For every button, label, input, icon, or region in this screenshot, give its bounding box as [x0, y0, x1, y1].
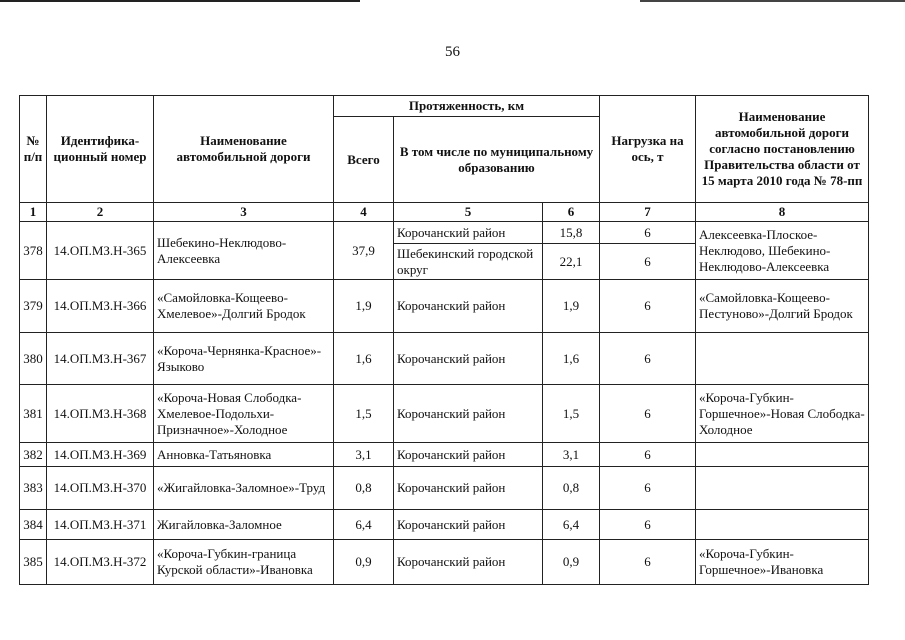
page-number: 56 [445, 44, 460, 60]
row-axle-load: 6 [600, 280, 696, 333]
row-num: 382 [20, 443, 47, 467]
row-road-name: Анновка-Татьяновка [154, 443, 334, 467]
row-decree-name [696, 443, 869, 467]
table-row [20, 333, 869, 385]
row-num: 383 [20, 467, 47, 510]
header-decree-name: Наименование автомобильной дороги согласно постановлению Правительства области от 15 марта 2010 года № 78-пп [696, 96, 869, 203]
table-row [20, 467, 869, 510]
row-num: 379 [20, 280, 47, 333]
row-road-name: «Самойловка-Кощеево-Хмелевое»-Долгий Бродок [154, 280, 334, 333]
table-row [20, 222, 869, 244]
row-axle-load: 6 [600, 510, 696, 540]
row-district-km: 1,5 [543, 385, 600, 443]
row-num: 384 [20, 510, 47, 540]
row-id: 14.ОП.МЗ.Н-366 [47, 280, 154, 333]
row-axle-load: 6 [600, 222, 696, 244]
row-total-km: 1,6 [334, 333, 394, 385]
table-row [20, 385, 869, 443]
table-row [20, 510, 869, 540]
row-road-name: Шебекино-Неклюдово-Алексеевка [154, 222, 334, 280]
header-total: Всего [334, 117, 394, 203]
column-number: 2 [47, 203, 154, 222]
row-id: 14.ОП.МЗ.Н-372 [47, 540, 154, 585]
row-district-km: 0,9 [543, 540, 600, 585]
column-number: 3 [154, 203, 334, 222]
column-number: 1 [20, 203, 47, 222]
row-district-km: 1,9 [543, 280, 600, 333]
row-decree-name: Алексеевка-Плоское-Неклюдово, Шебекино-Неклюдово-Алексеевка [696, 222, 869, 280]
row-road-name: «Жигайловка-Заломное»-Труд [154, 467, 334, 510]
column-number: 4 [334, 203, 394, 222]
row-num: 380 [20, 333, 47, 385]
row-decree-name: «Короча-Губкин-Горшечное»-Новая Слободка-Холодное [696, 385, 869, 443]
top-border-line-right [640, 0, 905, 2]
row-decree-name [696, 333, 869, 385]
row-district-km: 22,1 [543, 244, 600, 280]
table-row [20, 540, 869, 585]
row-axle-load: 6 [600, 333, 696, 385]
column-number: 7 [600, 203, 696, 222]
row-total-km: 37,9 [334, 222, 394, 280]
row-num: 385 [20, 540, 47, 585]
row-axle-load: 6 [600, 540, 696, 585]
column-number: 5 [394, 203, 543, 222]
row-total-km: 1,5 [334, 385, 394, 443]
row-id: 14.ОП.МЗ.Н-369 [47, 443, 154, 467]
row-axle-load: 6 [600, 467, 696, 510]
row-id: 14.ОП.МЗ.Н-371 [47, 510, 154, 540]
row-id: 14.ОП.МЗ.Н-367 [47, 333, 154, 385]
row-num: 378 [20, 222, 47, 280]
row-district: Корочанский район [394, 467, 543, 510]
row-decree-name [696, 510, 869, 540]
row-district: Корочанский район [394, 385, 543, 443]
row-axle-load: 6 [600, 385, 696, 443]
row-district: Корочанский район [394, 280, 543, 333]
row-id: 14.ОП.МЗ.Н-365 [47, 222, 154, 280]
header-length-group: Протяженность, км [334, 96, 600, 117]
row-num: 381 [20, 385, 47, 443]
row-road-name: Жигайловка-Заломное [154, 510, 334, 540]
header-municipal: В том числе по муниципальному образованию [394, 117, 600, 203]
row-district-km: 15,8 [543, 222, 600, 244]
header-id: Идентифика-ционный номер [47, 96, 154, 203]
roads-table [19, 95, 869, 585]
row-decree-name: «Самойловка-Кощеево-Пестуново»-Долгий Бродок [696, 280, 869, 333]
row-total-km: 0,8 [334, 467, 394, 510]
row-axle-load: 6 [600, 443, 696, 467]
row-district: Корочанский район [394, 222, 543, 244]
table-row [20, 443, 869, 467]
row-district: Корочанский район [394, 333, 543, 385]
row-id: 14.ОП.МЗ.Н-370 [47, 467, 154, 510]
row-total-km: 0,9 [334, 540, 394, 585]
row-road-name: «Короча-Чернянка-Красное»-Языково [154, 333, 334, 385]
row-district: Шебекинский городской округ [394, 244, 543, 280]
row-total-km: 6,4 [334, 510, 394, 540]
row-total-km: 1,9 [334, 280, 394, 333]
top-border-line [0, 0, 360, 2]
table-row [20, 280, 869, 333]
header-name: Наименование автомобильной дороги [154, 96, 334, 203]
row-district: Корочанский район [394, 443, 543, 467]
row-total-km: 3,1 [334, 443, 394, 467]
column-number-row [20, 203, 869, 222]
row-road-name: «Короча-Губкин-граница Курской области»-Ивановка [154, 540, 334, 585]
header-num: № п/п [20, 96, 47, 203]
row-district-km: 6,4 [543, 510, 600, 540]
column-number: 8 [696, 203, 869, 222]
row-axle-load: 6 [600, 244, 696, 280]
row-district-km: 0,8 [543, 467, 600, 510]
row-district: Корочанский район [394, 510, 543, 540]
row-district: Корочанский район [394, 540, 543, 585]
row-district-km: 1,6 [543, 333, 600, 385]
row-decree-name [696, 467, 869, 510]
row-id: 14.ОП.МЗ.Н-368 [47, 385, 154, 443]
header-load: Нагрузка на ось, т [600, 96, 696, 203]
row-district-km: 3,1 [543, 443, 600, 467]
column-number: 6 [543, 203, 600, 222]
row-decree-name: «Короча-Губкин-Горшечное»-Ивановка [696, 540, 869, 585]
row-road-name: «Короча-Новая Слободка-Хмелевое-Подольхи-Призначное»-Холодное [154, 385, 334, 443]
